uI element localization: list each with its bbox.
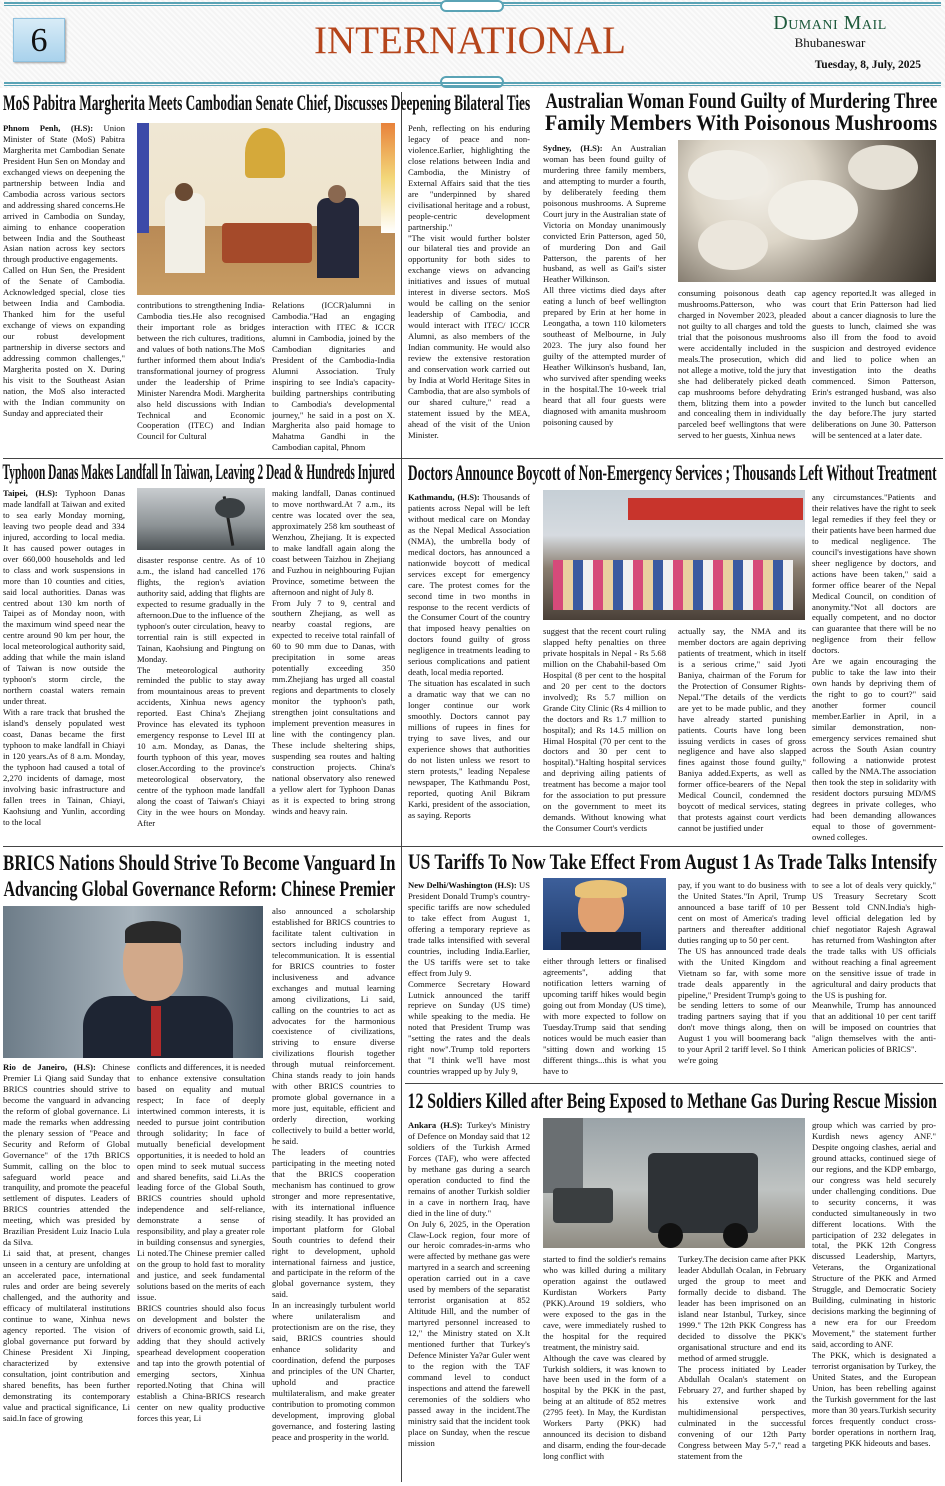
article-column: actually say, the NMA and its member doctors are again depriving patients of treatment, which in itself is a serious crime," said Jyoti Baniya, chairman of the Forum for the Protection of Consumer Rights-Nepal."The details of the verdicts are yet to be made public, and they have already started punishing patients. Courts have long been issuing verdicts in cases of gross negligence and have also slapped fines against those found guilty," Baniya added.Experts, as well as former office-bearers of the Nepal Medical Council, condemned the boycott of medical services, stating that protests against court verdicts cannot be justified under — [678, 626, 806, 834]
ornament-icon — [440, 0, 504, 12]
photo-armored-vehicles — [543, 1118, 805, 1248]
headline-text: 12 Soldiers Killed after Being Exposed to Methane Gas During Rescue Mission — [407, 1088, 938, 1113]
article-column: Sydney, (H.S): An Australian woman has been found guilty of murdering three family members, and attempting to murder a fourth, by deliberately feeding them poisonous mushrooms. A Supreme Court jury in the Australian state of Victoria on Monday unanimously convicted Erin Patterson, aged 50, of murdering Don and Gail Patterson, the parents of her husband, as well as Gail's sister Heather Wilkinson. All three victims died days after eating a lunch of beef wellington prepared by Erin at her home in Leongatha, a town 110 kilometers southeast of Melbourne, in July 2023. The jury also found her guilty of the attempted murder of Heather Wilkinson's husband, Ian, who survived after spending weeks in the hospital.The 10-week trial heard that all four guests were diagnosed with amanita mushroom poisoning caused by — [543, 143, 666, 427]
article-column: Penh, reflecting on his enduring legacy of peace and non-violence.Earlier, highlighting the close relations between India and Cambodia, the Ministry of External Affairs said that the ties are "underpinned by shared civilisational heritage and a robust, people-centric development partnership." "The visit would further bolster our bilateral ties and provide an opportunity for both sides to exchange views on advancing initiatives and issues of mutual interest in diverse sectors. MoS would be calling on the senior leadership of Cambodia, and would interact with ITEC/ ICCR Alumni, as also members of the Indian community. He would also review the extensive restoration and conservation work carried out by India at World Heritage Sites in Cambodia, that are also symbols of our shared culture," read a statement issued by the MEA, ahead of the visit of the Union Minister. — [408, 123, 530, 440]
photo-hospital-queue — [543, 490, 805, 620]
headline-text: BRICS Nations Should Strive To Become Vanguard In — [2, 850, 396, 875]
article-column: contributions to strengthening India-Cambodia ties.He also recognised their important role as bridges between the rich cultures, traditions, and values of both nations.The MoS further informed them about India's transformational journey of progress under the leadership of Prime Minister Narendra Modi. Margherita also held discussions with Indian Technical and Economic Cooperation (ITEC) and Indian Council for Cultural — [137, 300, 265, 442]
article-column: Kathmandu, (H.S): Thousands of patients across Nepal will be left without medical care on Monday as the Nepal Medical Association (NMA), the umbrella body of medical doctors, has announced a nationwide boycott of medical services except for emergency care. The protest comes for the second time in two months in response to the recent verdicts of the Consumer Court of the country that imposed heavy penalties on doctors found guilty of gross negligence in treatments leading to serious complications and patient death, local media reported. The situation has escalated in such a dramatic way that we can no longer continue our work smoothly. Doctors cannot pay millions of rupees in fines for trying to save lives, and our experience shows that authorities do not listen unless we resort to stern protests," leading Nepalese newspaper, The Kathmandu Post, reported, quoting Anil Bikram Karki, president of the association, as saying. Reports — [408, 492, 530, 820]
article-column: agency reported.It was alleged in court that Erin Patterson had lied about a cancer diagnosis to lure the guests to lunch, claimed she was also ill from the food to avoid suspicion and destroyed evidence and lied to police when an investigation into the deaths commenced. Simon Patterson, Erin's estranged husband, was also invited to the lunch but cancelled the day before.The jury started deliberations on June 30. Patterson will be sentenced at a later date. — [812, 288, 936, 441]
headline-cambodia — [3, 91, 530, 115]
section-divider — [3, 846, 943, 847]
article-column: started to find the soldier's remains who was killed during a military operation against the outlawed Kurdistan Workers Party (PKK).Around 19 soldiers, who were exposed to the gas in the cave, were immediately rushed to the hospital for the required treatment, the ministry said. Although the cave was cleared by Turkish soldiers, it was known to have been used in the form of a hospital by the PKK in the past, being at an altitude of 852 metres (2795 feet). In May, the Kurdistan Workers Party (PKK) had announced its decision to disband and disarm, ending the four-decade long conflict with — [543, 1254, 666, 1462]
article-column: making landfall, Danas continued to move northward.At 7 a.m., its centre was located over the sea, approximately 258 km southeast of Wenzhou, Zhejiang. It is expected to make landfall again along the coast between Taizhou in Zhejiang and Fuzhou in neighbouring Fujian Province, sometime between the afternoon and night of July 8. From July 7 to 9, central and southern Zhejiang, as well as nearby coastal regions, are expected to receive total rainfall of 60 to 90 mm due to Danas, with precipitation in some areas potentially exceeding 350 mm.Zhejiang has urged all coastal regions and departments to closely monitor the typhoon's path, strengthen joint consultations and implement prevention measures in line with the contingency plan. These include sheltering ships, suspending sea routes and halting construction projects. China's national observatory also renewed a yellow alert for Typhoon Danas as it is expected to bring strong winds and heavy rain. — [272, 488, 395, 816]
article-column: Relations (ICCR)alumni in Cambodia."Had an engaging interaction with ITEC & ICCR alumni in Cambodia, joined by the Cambodian dignitaries and President of the Cambodia-India Alumni Association. Truly inspiring to see India's capacity-building partnerships contributing to Cambodia's developmental journey," he said in a post on X. Margherita also paid homage to Mahatma Gandhi in the Cambodian capital, Phnom — [272, 300, 395, 453]
headline-australia-line1 — [545, 90, 937, 112]
article-column: Ankara (H.S): Turkey's Ministry of Defence on Monday said that 12 soldiers of the Turkish Armed Forces (TAF), who were affected by methane gas during a search operation conducted to find the remains of another Turkish soldier in a cave in northern Iraq, have died in the line of duty." On July 6, 2025, in the Operation Claw-Lock region, four more of our heroic comrades-in-arms who were affected by methane gas were martyred in a search and screening operation carried out in a cave used by members of the separatist terrorist organisation at 852 Altitude Hill, and the number of martyred personnel increased to 12," the Ministry stated on X.It mentioned further that Turkey's Defence Minister Ya?ar Guler went to the region with the TAF command level to conduct inspections and attend the farewell ceremonies of the soldiers who passed away in the incident.The ministry said that the incident took place on Sunday, when the rescue mission — [408, 1120, 530, 1448]
headline-soldiers — [408, 1088, 937, 1114]
paper-name: Dumani Mail — [773, 12, 887, 34]
header-rule-bottom — [4, 82, 941, 86]
section-title: INTERNATIONAL — [314, 19, 626, 62]
headline-text: US Tariffs To Now Take Effect From August 1 As Trade Talks Intensify — [407, 849, 938, 874]
headline-typhoon — [3, 461, 395, 483]
headline-australia-line2 — [545, 112, 937, 134]
article-column: conflicts and differences, it is needed to enhance extensive consultation based on equality and mutual respect; In face of deeply intertwined common interests, it is needed to pursue joint contribution through solidarity; In face of mutually beneficial development opportunities, it is needed to hold an open mind to seek mutual success and shared benefits, said Li.As the leading force of the Global South, BRICS countries should uphold independence and self-reliance, demonstrate a sense of responsibility, and play a greater role in building consensus and synergies, Li noted.The Chinese premier called on the group to hold fast to morality and justice, and seek fundamental solutions based on the merits of each issue. BRICS countries should also focus on development and bolster the drivers of economic growth, said Li, adding that they should actively spearhead development cooperation and tap into the growth potential of emerging sectors, Xinhua reported.Noting that China will establish a China-BRICS research center on new quality productive forces this year, Li — [137, 1062, 265, 1423]
page-number: 6 — [13, 18, 65, 62]
article-column: Phnom Penh, (H.S): Union Minister of State (MoS) Pabitra Margherita met Cambodian Senate President Hun Sen on Monday and exchanged views on deepening the partnership between India and Cambodia across various sectors and addressing shared concerns.He arrived in Cambodia on Sunday, aiming to enhance cooperation between India and the Southeast Asian nation across key sectors through productive engagements. Called on Hun Sen, the President of the Senate of Cambodia. Acknowledged special, close ties between India and Cambodia. Thanked him for the useful exchange of views on expanding our robust development partnership in diverse sectors and addressing common challenges," Margherita posted on X. During his visit to the Southeast Asian nation, the MoS also interacted with the Indian community on Sunday and appreciated their — [3, 123, 125, 418]
article-column: consuming poisonous death cap mushrooms.Patterson, who was charged in November 2023, pleaded not guilty to all charges and told the trial that the poisonous mushrooms were accidentally included in the meals.The prosecution, which did not allege a motive, told the jury that she had deliberately picked death cap mushrooms before dehydrating them, blitzing them into a powder and concealing them in individually parceled beef wellingtons that were served to her guests, Xinhua news — [678, 288, 806, 441]
masthead — [0, 0, 945, 88]
article-column: disaster response centre. As of 10 a.m., the island had cancelled 176 flights, the region's aviation authority said, adding that flights are expected to resume gradually in the afternoon.Due to the influence of the typhoon's outer circulation, heavy to torrential rain is still expected in Tainan, Kaohsiung and Pingtung on Monday. The meteorological authority reminded the public to stay away from mountainous areas to prevent accidents, Xinhua news agency reported. East China's Zhejiang Province has elevated its typhoon emergency response to Level III at 10 a.m. Monday, as Danas, the fourth typhoon of this year, moves closer.According to the province's meteorological observatory, the centre of the typhoon made landfall along the coast of Taiwan's Chiayi City in the wee hours on Monday. After — [137, 555, 265, 828]
headline-tariffs — [408, 850, 937, 874]
article-column: to see a lot of deals very quickly," US Treasury Secretary Scott Bessent told CNN.India's high-level official delegation led by chief negotiator Rajesh Agrawal has returned from Washington after the trade talks with US officials without reaching a final agreement on the sensitive issue of trade in agricultural and dairy products that the US is pushing for. Meanwhile, Trump has announced that an additional 10 per cent tariff will be imposed on countries that "align themselves with the anti-American policies of BRICS". — [812, 880, 936, 1055]
article-column: any circumstances."Patients and their relatives have the right to seek legal remedies if they feel they or their patients have been harmed due to medical negligence. The council's investigations have shown sheer negligence by doctors, and actions have been taken," said a former office bearer of the Nepal Medical Council, on condition of anonymity."Not all doctors are equally competent, and no doctor can guarantee that there will be no negligence from their fellow doctors. Are we again encouraging the public to take the law into their own hands by depriving them of the right to go to court?" said another former council member.Earlier in April, in a similar demonstration, non-emergency services remained shut across the South Asian country following a nationwide protest called by the NMA.The association then took the step in solidarity with resident doctors pursuing MD/MS degrees in private colleges, who had been demanding allowances equal to those of government-owned colleges. — [812, 492, 936, 842]
photo-typhoon — [137, 488, 265, 550]
paper-masthead — [735, 12, 925, 71]
headline-text: Advancing Global Governance Reform: Chinese Premier — [3, 876, 395, 901]
headline-text: Doctors Announce Boycott of Non-Emergency Services ; Thousands Left Without Treatment — [408, 460, 937, 485]
headline-text: Australian Woman Found Guilty of Murdering Three — [545, 88, 937, 113]
photo-mushrooms — [678, 140, 936, 282]
article-column: Turkey.The decision came after PKK leader Abdullah Ocalan, in February urged the group to meet and formally decide to disband. The leader has been imprisoned on an island near Istanbul, Turkey, since 1999." The 12th PKK Congress has decided to dissolve the PKK's organisational structure and end its method of armed struggle. The process initiated by Leader Abdullah Ocalan's statement on February 27, and further shaped by his extensive work and multidimensional perspectives, culminated in the successful convening of our 12th Party Congress between May 5-7," read a statement from the — [678, 1254, 806, 1462]
headline-text: MoS Pabitra Margherita Meets Cambodian Senate Chief, Discusses Deepening Bilateral Ties — [2, 90, 531, 115]
headline-text: Typhoon Danas Makes Landfall In Taiwan, Leaving 2 Dead & Hundreds Injured — [2, 459, 396, 484]
headline-doctors — [408, 461, 937, 485]
photo-chinese-premier — [3, 906, 263, 1058]
article-column: pay, if you want to do business with the United States."In April, Trump announced a base tariff of 10 per cent on most of America's trading partners and thereafter additional duties ranging up to 50 per cent. The US has announced trade deals with the United Kingdom and Vietnam so far, with some more trade deals apparently in the pipeline," President Trump's going to be sending letters to some of our trading partners saying that if you don't move things along, then on August 1 you will boomerang back to your April 2 tariff level. So I think we're going — [678, 880, 806, 1066]
photo-minister-meeting — [137, 123, 395, 295]
column-divider — [401, 92, 402, 1482]
issue-date: Tuesday, 8, July, 2025 — [814, 59, 921, 71]
section-divider — [405, 1083, 943, 1084]
headline-text: Family Members With Poisonous Mushrooms — [544, 110, 938, 135]
photo-trump — [543, 878, 666, 950]
headline-brics-line2 — [3, 876, 395, 902]
article-column: either through letters or finalised agreements", adding that notification letters warning of upcoming tariff hikes would begin going out from Monday (US time), with more expected to follow on Tuesday.Trump said that sending notices would be much easier than "sitting down and working 15 different things...this is what you have to — [543, 956, 666, 1076]
article-column: New Delhi/Washington (H.S): US President Donald Trump's country-specific tariffs are now scheduled to take effect from August 1, offering a temporary reprieve as trade talks intensified with several countries, including India.Earlier, the US tariffs were set to take effect from July 9. Commerce Secretary Howard Lutnick announced the tariff reprieve on Sunday (US time) while speaking to the media. He noted that President Trump was "setting the rates and the deals right now".Trump told reporters that "I think we'll have most countries wrapped up by July 9, — [408, 880, 530, 1077]
paper-city: Bhubaneswar — [794, 35, 866, 50]
article-column: Taipei, (H.S): Typhoon Danas made landfall at Taiwan and exited to sea early Monday morning, leaving two people dead and 334 injured, according to local media. It has caused power outages in over 660,000 households and led to class and work suspensions in more than 10 counties and cities, said local authorities. Danas was centred about 130 km north of Taipei as of Monday noon, with the maximum wind speed near the centre around 90 km per hour, the local meteorological authority said, adding that while the main island of Taiwan is now outside the typhoon's storm circle, the northern coastal waters remain under threat. With a rare track that brushed the island's densely populated west coast, Danas became the first typhoon to make landfall in Chiayi in 120 years.As of 8 a.m. Monday, the typhoon had caused a total of 2,270 incidents of damage, most involving basic infrastructure and fallen trees in Tainan, Chiayi, Kaohsiung and Yunlin, according to the local — [3, 488, 125, 827]
article-column: also announced a scholarship established for BRICS countries to facilitate talent cultivation in sectors including industry and telecommunication. It is essential for BRICS countries to foster inclusiveness and advance exchanges and mutual learning among civilizations, Li said, calling on the countries to act as advocates for the harmonious coexistence of civilizations, striving to ensure diverse civilizations flourish together through mutual reinforcement. China stands ready to join hands with other BRICS countries to promote global governance in a more just, equitable, efficient and orderly direction, working collectively to build a better world, he said. The leaders of countries participating in the meeting noted that the BRICS cooperation mechanism has continued to grow stronger and more representative, with its international influence rising steadily. It has provided an important platform for Global South countries to defend their right to development, uphold international fairness and justice, and participate in the reform of the global governance system, they said. In an increasingly turbulent world where unilateralism and protectionism are on the rise, they said, BRICS countries should enhance solidarity and coordination, defend the purposes and principles of the UN Charter, uphold and practice multilateralism, and make greater contribution to promoting common development, improving global governance, and fostering lasting peace and prosperity in the world. — [272, 906, 395, 1442]
article-column: suggest that the recent court ruling slapped hefty penalties on three private hospitals in Nepal - Rs 5.68 million on the Chabahil-based Om Hospital (8 per cent to the hospital and 20 per cent to the doctors involved); Rs 5.7 million on Grande City Clinic (Rs 4 million to the doctors and Rs 1.7 million to hospital); and Rs 14.5 million on Himal Hospital (70 per cent to the doctors and 30 per cent to hospital)."Halting hospital services and depriving ailing patients of treatment has become a major tool for the association to put pressure on the government to meet its demands. Without knowing what the Consumer Court's verdicts — [543, 626, 666, 834]
article-column: Rio de Janeiro, (H.S): Chinese Premier Li Qiang said Sunday that BRICS countries should strive to become the vanguard in advancing the reform of global governance. Li made the remarks when addressing the plenary session of "Peace and Security and Reform of Global Governance" of the 17th BRICS Summit, calling on the bloc to safeguard world peace and tranquility, and promote the peaceful settlement of disputes. Leaders of BRICS countries attended the meeting, which was presided by Brazilian President Luiz Inacio Lula da Silva. Li said that, at present, changes unseen in a century are unfolding at an accelerated pace, international rules and order are being severely challenged, and the authority and efficacy of multilateral institutions continue to wane, Xinhua news agency reported. The vision of global governance put forward by Chinese President Xi Jinping, characterized by extensive consultation, joint contribution and shared benefits, has been further demonstrating its contemporary value and practical significance, Li said.In face of growing — [3, 1062, 130, 1423]
article-column: group which was carried by pro-Kurdish news agency ANF." Despite ongoing clashes, aerial and ground attacks, continued siege of our regions, and the KDP embargo, our congress was held securely under challenging conditions. Due to security concerns, it was conducted simultaneously in two different locations. With the participation of 232 delegates in total, the PKK 12th Congress discussed Leadership, Martyrs, Veterans, the Organizational Structure of the PKK and Armed Struggle, and Democratic Society Building, culminating in historic decisions marking the beginning of a new era for our Freedom Movement," the statement further said, according to ANF. The PKK, which is designated a terrorist organisation by Turkey, the United States, and the European Union, has been rebelling against the Turkish government for the last more than 30 years.Turkish security forces frequently conduct cross-border operations in northern Iraq, targeting PKK hideouts and bases. — [812, 1120, 936, 1448]
headline-brics-line1 — [3, 850, 395, 876]
